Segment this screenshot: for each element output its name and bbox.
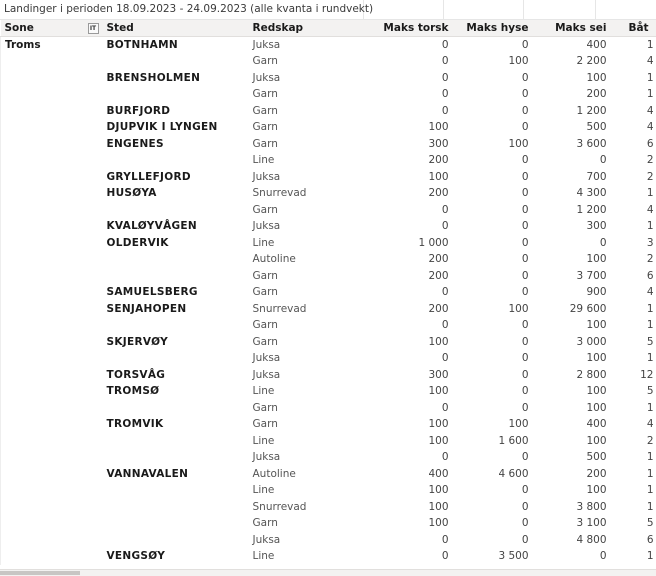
cell-sted: TROMVIK (103, 416, 249, 433)
table-row[interactable] (1, 251, 656, 268)
cell-sone (1, 103, 103, 120)
cell-sone (1, 235, 103, 252)
cell-maks-sei: 3 700 (533, 268, 611, 285)
cell-sted: HUSØYA (103, 185, 249, 202)
cell-redskap: Garn (249, 268, 345, 285)
cell-sted (103, 499, 249, 516)
cell-redskap: Juksa (249, 218, 345, 235)
cell-redskap: Line (249, 433, 345, 450)
table-row[interactable] (1, 548, 656, 565)
cell-bat: 4 (611, 119, 656, 136)
cell-sone (1, 268, 103, 285)
cell-maks-sei: 3 100 (533, 515, 611, 532)
cell-maks-hyse: 0 (453, 37, 533, 54)
cell-maks-hyse: 0 (453, 152, 533, 169)
cell-maks-sei: 500 (533, 449, 611, 466)
cell-sted: OLDERVIK (103, 235, 249, 252)
column-header-redskap[interactable]: Redskap (249, 20, 345, 37)
cell-bat: 5 (611, 334, 656, 351)
cell-maks-hyse: 100 (453, 53, 533, 70)
cell-maks-torsk: 0 (345, 218, 453, 235)
cell-bat: 1 (611, 70, 656, 87)
cell-sted (103, 532, 249, 549)
table-row[interactable] (1, 119, 656, 136)
cell-redskap: Garn (249, 400, 345, 417)
cell-bat: 1 (611, 37, 656, 54)
cell-bat: 5 (611, 515, 656, 532)
cell-maks-torsk: 0 (345, 532, 453, 549)
cell-sone (1, 218, 103, 235)
table-row[interactable] (1, 416, 656, 433)
table-row[interactable] (1, 515, 656, 532)
cell-maks-sei: 3 000 (533, 334, 611, 351)
cell-maks-sei: 4 300 (533, 185, 611, 202)
cell-sone (1, 548, 103, 565)
cell-sted: SAMUELSBERG (103, 284, 249, 301)
cell-sted (103, 317, 249, 334)
cell-sted (103, 251, 249, 268)
cell-maks-sei: 29 600 (533, 301, 611, 318)
landings-table (0, 20, 656, 565)
cell-bat: 1 (611, 499, 656, 516)
cell-bat: 1 (611, 86, 656, 103)
cell-maks-torsk: 300 (345, 367, 453, 384)
cell-sted (103, 449, 249, 466)
cell-maks-hyse: 0 (453, 169, 533, 186)
column-header-bat[interactable]: Båt (611, 20, 656, 37)
cell-maks-hyse: 100 (453, 301, 533, 318)
cell-maks-hyse: 0 (453, 251, 533, 268)
cell-bat: 1 (611, 466, 656, 483)
cell-maks-torsk: 100 (345, 482, 453, 499)
cell-sone (1, 86, 103, 103)
cell-sone (1, 136, 103, 153)
cell-redskap: Garn (249, 136, 345, 153)
title-cell-empty (596, 0, 656, 19)
cell-bat: 4 (611, 284, 656, 301)
cell-maks-torsk: 100 (345, 119, 453, 136)
title-cell-empty (364, 0, 444, 19)
cell-maks-sei: 100 (533, 482, 611, 499)
cell-maks-torsk: 0 (345, 317, 453, 334)
scrollbar-thumb[interactable] (0, 571, 80, 575)
cell-maks-torsk: 100 (345, 416, 453, 433)
cell-bat: 1 (611, 185, 656, 202)
cell-maks-sei: 1 200 (533, 103, 611, 120)
cell-bat: 5 (611, 383, 656, 400)
table-row[interactable] (1, 103, 656, 120)
cell-maks-torsk: 200 (345, 268, 453, 285)
cell-maks-sei: 500 (533, 119, 611, 136)
cell-bat: 1 (611, 400, 656, 417)
column-header-sone[interactable] (1, 20, 103, 37)
cell-maks-hyse: 0 (453, 449, 533, 466)
cell-sted: BOTNHAMN (103, 37, 249, 54)
title-cell-empty (444, 0, 524, 19)
table-row[interactable] (1, 350, 656, 367)
cell-sone (1, 301, 103, 318)
cell-sted: DJUPVIK I LYNGEN (103, 119, 249, 136)
cell-maks-torsk: 100 (345, 169, 453, 186)
cell-maks-sei: 400 (533, 416, 611, 433)
cell-sted: GRYLLEFJORD (103, 169, 249, 186)
cell-sone (1, 334, 103, 351)
cell-redskap: Juksa (249, 532, 345, 549)
table-row[interactable] (1, 532, 656, 549)
table-row[interactable] (1, 169, 656, 186)
cell-bat: 6 (611, 532, 656, 549)
table-row[interactable] (1, 400, 656, 417)
cell-maks-sei: 2 800 (533, 367, 611, 384)
cell-maks-sei: 4 800 (533, 532, 611, 549)
table-row[interactable] (1, 482, 656, 499)
cell-maks-hyse: 0 (453, 499, 533, 516)
cell-maks-sei: 400 (533, 37, 611, 54)
table-row[interactable] (1, 449, 656, 466)
cell-sone (1, 251, 103, 268)
cell-maks-torsk: 0 (345, 400, 453, 417)
cell-maks-hyse: 0 (453, 383, 533, 400)
cell-redskap: Garn (249, 416, 345, 433)
cell-maks-torsk: 0 (345, 37, 453, 54)
cell-maks-hyse: 100 (453, 136, 533, 153)
cell-maks-hyse: 0 (453, 532, 533, 549)
cell-sted: TROMSØ (103, 383, 249, 400)
cell-sted: BURFJORD (103, 103, 249, 120)
cell-maks-torsk: 100 (345, 383, 453, 400)
cell-sone (1, 202, 103, 219)
cell-maks-sei: 100 (533, 383, 611, 400)
cell-maks-sei: 700 (533, 169, 611, 186)
table-row[interactable] (1, 433, 656, 450)
cell-redskap: Juksa (249, 169, 345, 186)
cell-sone: Troms (1, 37, 103, 54)
table-row[interactable] (1, 367, 656, 384)
table-row[interactable] (1, 86, 656, 103)
cell-sted (103, 400, 249, 417)
cell-sone (1, 400, 103, 417)
cell-maks-sei: 2 200 (533, 53, 611, 70)
cell-maks-hyse: 3 500 (453, 548, 533, 565)
cell-maks-torsk: 0 (345, 548, 453, 565)
cell-redskap: Garn (249, 515, 345, 532)
cell-bat: 4 (611, 53, 656, 70)
cell-bat: 1 (611, 301, 656, 318)
cell-maks-hyse: 0 (453, 268, 533, 285)
cell-maks-torsk: 100 (345, 433, 453, 450)
cell-maks-hyse: 0 (453, 317, 533, 334)
cell-redskap: Juksa (249, 367, 345, 384)
cell-redskap: Juksa (249, 350, 345, 367)
cell-redskap: Garn (249, 202, 345, 219)
cell-maks-torsk: 1 000 (345, 235, 453, 252)
cell-bat: 1 (611, 350, 656, 367)
table-row[interactable] (1, 152, 656, 169)
cell-bat: 1 (611, 317, 656, 334)
cell-maks-torsk: 0 (345, 202, 453, 219)
column-header-maks-sei[interactable]: Maks sei (533, 20, 611, 37)
cell-sted (103, 268, 249, 285)
cell-maks-sei: 0 (533, 235, 611, 252)
table-row[interactable] (1, 317, 656, 334)
cell-maks-torsk: 0 (345, 86, 453, 103)
cell-maks-torsk: 0 (345, 350, 453, 367)
table-row[interactable] (1, 301, 656, 318)
table-row[interactable] (1, 136, 656, 153)
cell-maks-sei: 100 (533, 70, 611, 87)
cell-sted (103, 152, 249, 169)
cell-maks-sei: 100 (533, 433, 611, 450)
cell-redskap: Snurrevad (249, 301, 345, 318)
cell-maks-sei: 0 (533, 152, 611, 169)
cell-maks-torsk: 200 (345, 185, 453, 202)
cell-maks-torsk: 100 (345, 515, 453, 532)
sort-icon[interactable]: IT (88, 23, 99, 34)
cell-redskap: Juksa (249, 37, 345, 54)
cell-redskap: Garn (249, 284, 345, 301)
table-row[interactable] (1, 284, 656, 301)
cell-sted: BRENSHOLMEN (103, 70, 249, 87)
cell-maks-hyse: 0 (453, 185, 533, 202)
header-row (1, 20, 656, 37)
cell-maks-sei: 3 800 (533, 499, 611, 516)
cell-bat: 1 (611, 218, 656, 235)
cell-maks-sei: 100 (533, 350, 611, 367)
cell-sted (103, 202, 249, 219)
cell-bat: 4 (611, 416, 656, 433)
cell-redskap: Line (249, 383, 345, 400)
cell-maks-torsk: 0 (345, 449, 453, 466)
table-body (1, 37, 656, 565)
cell-sone (1, 350, 103, 367)
cell-bat: 6 (611, 268, 656, 285)
table-row[interactable] (1, 499, 656, 516)
cell-sone (1, 433, 103, 450)
cell-maks-torsk: 200 (345, 152, 453, 169)
cell-redskap: Garn (249, 86, 345, 103)
cell-sone (1, 152, 103, 169)
cell-maks-sei: 100 (533, 400, 611, 417)
cell-sted: KVALØYVÅGEN (103, 218, 249, 235)
cell-maks-sei: 300 (533, 218, 611, 235)
cell-maks-hyse: 0 (453, 367, 533, 384)
table-row[interactable] (1, 202, 656, 219)
cell-maks-hyse: 0 (453, 235, 533, 252)
cell-maks-torsk: 100 (345, 499, 453, 516)
cell-maks-sei: 0 (533, 548, 611, 565)
table-row[interactable] (1, 218, 656, 235)
cell-sone (1, 185, 103, 202)
cell-redskap: Snurrevad (249, 499, 345, 516)
cell-maks-hyse: 0 (453, 284, 533, 301)
cell-maks-torsk: 0 (345, 284, 453, 301)
cell-sone (1, 482, 103, 499)
table-row[interactable] (1, 37, 656, 54)
cell-sone (1, 532, 103, 549)
cell-maks-hyse: 0 (453, 515, 533, 532)
cell-maks-hyse: 1 600 (453, 433, 533, 450)
cell-sted: VANNAVALEN (103, 466, 249, 483)
cell-sted (103, 350, 249, 367)
cell-bat: 4 (611, 202, 656, 219)
cell-redskap: Garn (249, 53, 345, 70)
cell-redskap: Snurrevad (249, 185, 345, 202)
cell-bat: 1 (611, 449, 656, 466)
cell-sted: TORSVÅG (103, 367, 249, 384)
column-header-sted[interactable]: Sted (103, 20, 249, 37)
table-row[interactable] (1, 185, 656, 202)
cell-maks-sei: 1 200 (533, 202, 611, 219)
cell-maks-hyse: 0 (453, 400, 533, 417)
table-row[interactable] (1, 53, 656, 70)
cell-sone (1, 499, 103, 516)
cell-maks-hyse: 0 (453, 218, 533, 235)
table-row[interactable] (1, 466, 656, 483)
cell-sted: VENGSØY (103, 548, 249, 565)
cell-maks-sei: 900 (533, 284, 611, 301)
cell-sone (1, 466, 103, 483)
table-row[interactable] (1, 383, 656, 400)
cell-maks-sei: 100 (533, 317, 611, 334)
table-row[interactable] (1, 70, 656, 87)
cell-maks-hyse: 0 (453, 103, 533, 120)
cell-maks-hyse: 0 (453, 334, 533, 351)
cell-maks-hyse: 0 (453, 482, 533, 499)
cell-sted (103, 86, 249, 103)
cell-bat: 12 (611, 367, 656, 384)
cell-sone (1, 119, 103, 136)
cell-bat: 2 (611, 152, 656, 169)
cell-redskap: Juksa (249, 449, 345, 466)
column-header-maks-torsk[interactable]: Maks torsk (345, 20, 453, 37)
cell-redskap: Garn (249, 317, 345, 334)
cell-sone (1, 383, 103, 400)
cell-sone (1, 317, 103, 334)
cell-sted: SENJAHOPEN (103, 301, 249, 318)
cell-sted: ENGENES (103, 136, 249, 153)
cell-sted (103, 433, 249, 450)
title-cell-empty (524, 0, 596, 19)
cell-sted (103, 53, 249, 70)
column-header-maks-hyse[interactable]: Maks hyse (453, 20, 533, 37)
cell-maks-torsk: 200 (345, 251, 453, 268)
cell-redskap: Line (249, 548, 345, 565)
table-row[interactable] (1, 334, 656, 351)
cell-sone (1, 169, 103, 186)
cell-bat: 6 (611, 136, 656, 153)
cell-sone (1, 53, 103, 70)
column-header-label: Sone (5, 22, 34, 34)
cell-redskap: Line (249, 482, 345, 499)
cell-maks-torsk: 0 (345, 53, 453, 70)
cell-sone (1, 416, 103, 433)
cell-sone (1, 70, 103, 87)
cell-sone (1, 449, 103, 466)
cell-maks-torsk: 400 (345, 466, 453, 483)
cell-sted: SKJERVØY (103, 334, 249, 351)
cell-maks-torsk: 200 (345, 301, 453, 318)
cell-bat: 2 (611, 169, 656, 186)
cell-redskap: Garn (249, 334, 345, 351)
title-row (0, 0, 656, 20)
cell-sone (1, 284, 103, 301)
cell-maks-torsk: 0 (345, 103, 453, 120)
cell-maks-sei: 200 (533, 466, 611, 483)
cell-bat: 4 (611, 103, 656, 120)
cell-maks-hyse: 0 (453, 86, 533, 103)
cell-maks-hyse: 0 (453, 202, 533, 219)
cell-redskap: Juksa (249, 70, 345, 87)
cell-bat: 2 (611, 251, 656, 268)
cell-bat: 1 (611, 482, 656, 499)
cell-sone (1, 515, 103, 532)
cell-redskap: Autoline (249, 466, 345, 483)
table-row[interactable] (1, 268, 656, 285)
cell-redskap: Garn (249, 119, 345, 136)
cell-bat: 3 (611, 235, 656, 252)
cell-bat: 1 (611, 548, 656, 565)
cell-maks-hyse: 0 (453, 119, 533, 136)
cell-maks-sei: 200 (533, 86, 611, 103)
cell-maks-sei: 100 (533, 251, 611, 268)
cell-sted (103, 515, 249, 532)
cell-maks-hyse: 0 (453, 70, 533, 87)
cell-maks-sei: 3 600 (533, 136, 611, 153)
cell-redskap: Garn (249, 103, 345, 120)
cell-redskap: Line (249, 235, 345, 252)
cell-maks-hyse: 0 (453, 350, 533, 367)
cell-maks-torsk: 0 (345, 70, 453, 87)
cell-maks-hyse: 4 600 (453, 466, 533, 483)
cell-maks-hyse: 100 (453, 416, 533, 433)
cell-sone (1, 367, 103, 384)
cell-bat: 2 (611, 433, 656, 450)
table-row[interactable] (1, 235, 656, 252)
cell-sted (103, 482, 249, 499)
cell-maks-torsk: 100 (345, 334, 453, 351)
cell-redskap: Line (249, 152, 345, 169)
cell-redskap: Autoline (249, 251, 345, 268)
cell-maks-torsk: 300 (345, 136, 453, 153)
table-title: Landinger i perioden 18.09.2023 - 24.09.2023 (alle kvanta i rundvekt) (0, 0, 364, 19)
